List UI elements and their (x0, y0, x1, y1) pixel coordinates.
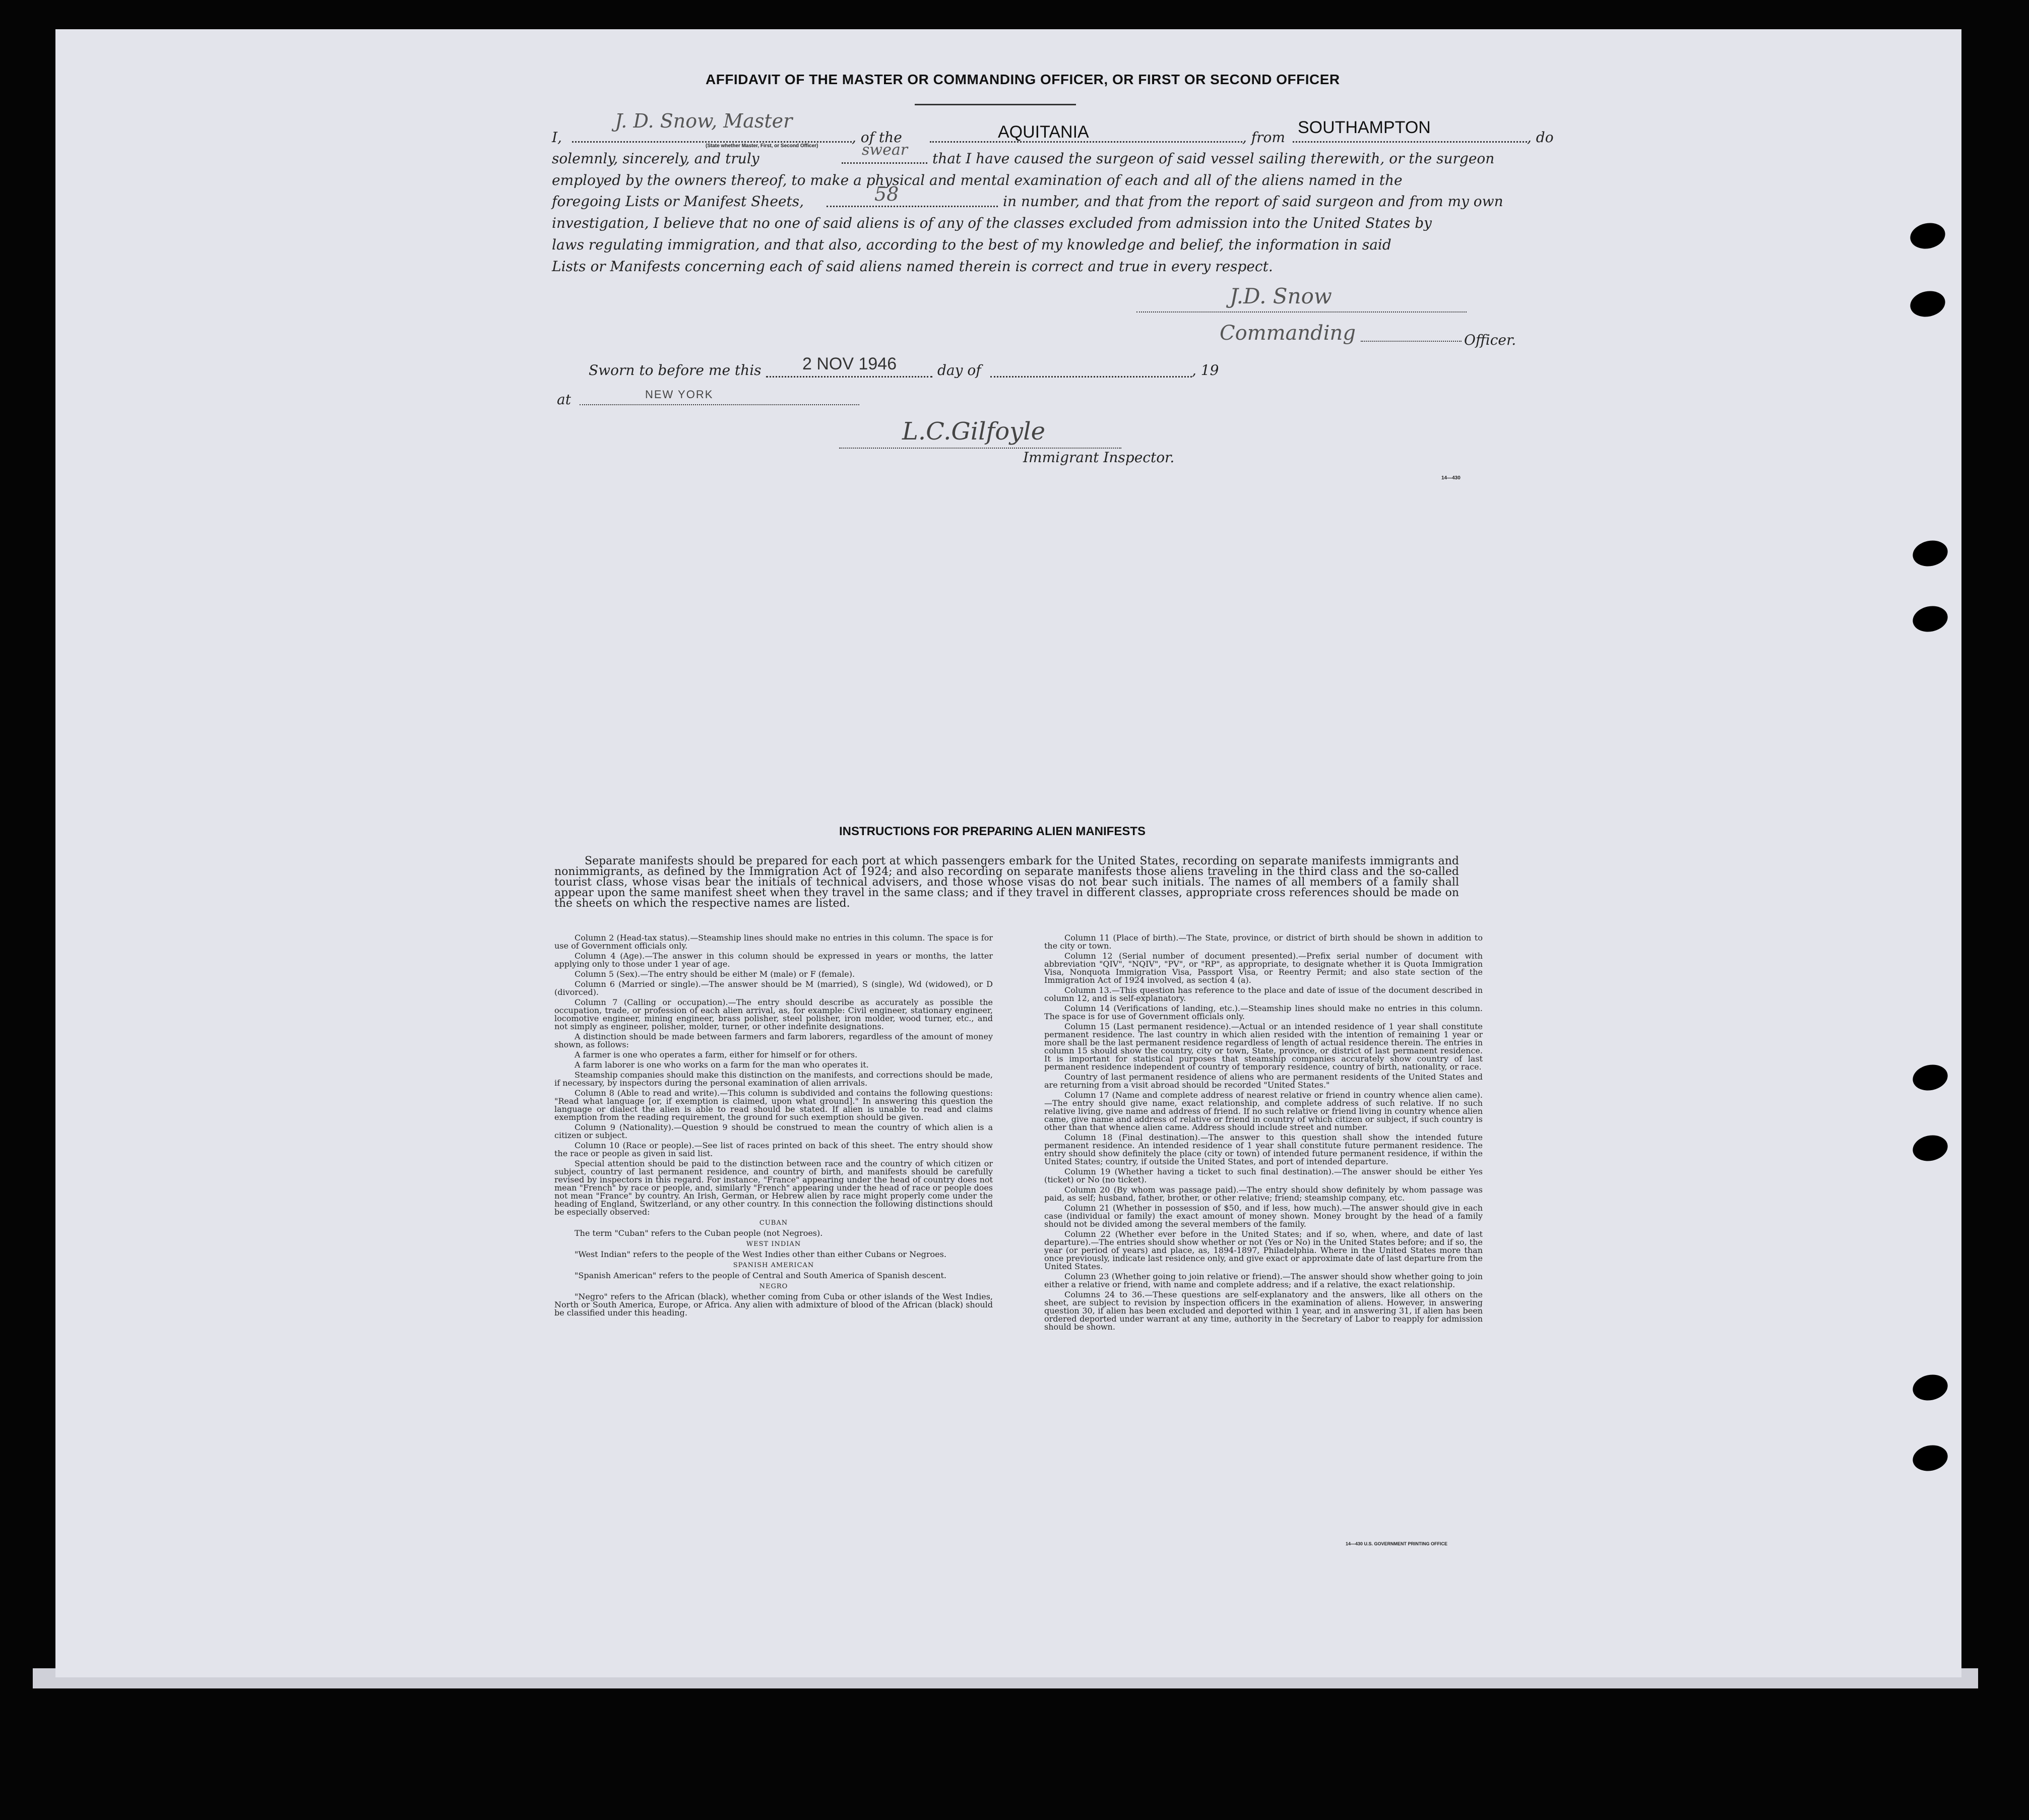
sworn-date-stamp: 2 NOV 1946 (802, 354, 897, 373)
right-para: Column 21 (Whether in possession of $50, and if less, how much).—The answer should give in each case (individual or family) the exact amount of money shown. Money brought by the head of a family should not be divided among the several members of the family. (1044, 1203, 1483, 1229)
right-para: Column 14 (Verifications of landing, etc.).—Steamship lines should make no entries in this column. The space is for use of Government officials only. (1044, 1003, 1483, 1021)
port-line (1293, 141, 1527, 143)
manifest-page (55, 29, 1961, 1677)
officer-label: Officer. (1464, 332, 1516, 348)
right-para: Country of last permanent residence of aliens who are permanent residents of the United States and are returning from a visit abroad should be recorded "United States." (1044, 1072, 1483, 1090)
left-para: Column 5 (Sex).—The entry should be either M (male) or F (female). (575, 969, 855, 979)
left-para: Column 8 (Able to read and write).—This column is subdivided and contains the following questions: "Read what language [or, if exemption is claimed, upon what ground]." In answering this question the language or dialect the alien is able to read should be stated. If alien is unable to read and claims exemption from the reading requirement, the ground for such exemption should be given. (554, 1088, 993, 1122)
left-para: A farm laborer is one who works on a farm for the man who operates it. (575, 1060, 869, 1070)
left-para: Steamship companies should make this distinction on the manifests, and corrections should be made, if necessary, by inspectors during the personal examination of alien arrivals. (554, 1070, 993, 1088)
affidavit-line3: employed by the owners thereof, to make a physical and mental examination of each and all of the aliens named in the (552, 172, 1403, 189)
left-para: "Spanish American" refers to the people of Central and South America of Spanish descent. (575, 1271, 946, 1280)
punch-hole (1911, 537, 1950, 569)
right-para: Column 22 (Whether ever before in the United States; and if so, when, where, and date of last departure).—The entries should show whether or not (Yes or No) in the United States before; and if so, the year (or period of years) and place, as, 1894-1897, Philadelphia. Where in the United States more than once previously, indicate last residence only, and give exact or approximate date of last departure from the United States. (1044, 1229, 1483, 1271)
left-para: Column 9 (Nationality).—Question 9 should be construed to mean the country of which alien is a citizen or subject. (554, 1122, 993, 1140)
punch-hole (1911, 1061, 1950, 1093)
sworn-date-line (766, 376, 932, 378)
affidavit-line2b: that I have caused the surgeon of said vessel sailing therewith, or the surgeon (932, 150, 1495, 167)
inspector-line (839, 448, 1121, 449)
punch-hole (1908, 288, 1948, 320)
left-para: The term "Cuban" refers to the Cuban people (not Negroes). (575, 1228, 823, 1238)
affidavit-line7: Lists or Manifests concerning each of said aliens named therein is correct and true in every respect. (552, 258, 1273, 275)
punch-hole (1911, 603, 1950, 635)
punch-hole (1911, 1371, 1950, 1403)
right-para: Column 13.—This question has reference to the place and date of issue of the document described in column 12, and is self-explanatory. (1044, 985, 1483, 1003)
right-para: Column 15 (Last permanent residence).—Actual or an intended residence of 1 year shall constitute permanent residence. The last country in which alien resided with the intention of remaining 1 year or more shall be the last permanent residence regardless of length of actual residence therein. The entries in column 15 should show the country, city or town, State, province, or district of last permanent residence. It is important for statistical purposes that steamship companies accurately show country of last permanent residence independent of country of temporary residence, country of birth, nationality, or race. (1044, 1022, 1483, 1072)
punch-hole (1911, 1442, 1950, 1474)
heading-spanish-american: SPANISH AMERICAN (733, 1262, 814, 1269)
printing-office-footer: 14—430 U.S. GOVERNMENT PRINTING OFFICE (1346, 1541, 1448, 1546)
departure-port: SOUTHAMPTON (1298, 118, 1431, 137)
place-stamp: NEW YORK (645, 388, 714, 401)
officer-name-line (572, 141, 852, 143)
inspector-signature: L.C.Gilfoyle (902, 417, 1045, 446)
left-para: Column 4 (Age).—The answer in this column should be expressed in years or months, the latter applying only to those under 1 year of age. (554, 951, 993, 969)
right-para: Column 19 (Whether having a ticket to such final destination).—The answer should be either Yes (ticket) or No (no ticket). (1044, 1167, 1483, 1184)
sheet-count-handwritten: 58 (874, 183, 899, 205)
right-para: Column 17 (Name and complete address of nearest relative or friend in country whence alien came).—The entry should give name, exact relationship, and complete address of such relative. If no such relative living, give name and address of friend. If no such relative or friend living in country whence alien came, give name and address of relative or friend in country of which citizen or subject, if such country is other than that whence alien came. Address should include street and number. (1044, 1090, 1483, 1132)
affidavit-from: , from (1242, 129, 1285, 146)
affidavit-line6: laws regulating immigration, and that also, according to the best of my knowledge and belief, the information in said (552, 236, 1391, 253)
master-signature: J.D. Snow (1230, 284, 1332, 308)
swear-line (842, 162, 927, 164)
heading-west-indian: WEST INDIAN (746, 1240, 801, 1248)
right-para: Column 12 (Serial number of document presented).—Prefix serial number of document with abbreviation "QIV", "NQIV", "PV", or "RP", as appropriate, to designate whether it is Quota Immigration Visa, Nonquota Immigration Visa, Passport Visa, or Reentry Permit; and also state section of the Immigration Act of 1924 involved, as section 4 (a). (1044, 951, 1483, 985)
left-para: Special attention should be paid to the distinction between race and the country of which citizen or subject, country of last permanent residence, and country of birth, and manifests should be carefully revised by inspectors in this regard. For instance, "France" appearing under the head of country does not mean "French" by race or people, and, similarly "French" appearing under the head of race or people does not mean "France" by country. An Irish, German, or Hebrew alien by race might properly come under the heading of England, Switzerland, or any other country. In this connection the following distinctions should be especially observed: (554, 1159, 993, 1217)
title-underline (915, 104, 1076, 105)
heading-negro: NEGRO (759, 1283, 788, 1290)
left-para: Column 7 (Calling or occupation).—The entry should describe as accurately as possible the occupation, trade, or profession of each alien arrival, as, for example: Civil engineer, stationary engineer, locomotive engineer, mining engineer, brass polisher, steel polisher, iron molder, wood turner, etc., and not simply as engineer, polisher, molder, turner, or other indefinite designations. (554, 997, 993, 1031)
affidavit-i: I, (552, 129, 562, 146)
left-para: Column 2 (Head-tax status).—Steamship lines should make no entries in this column. The space is for use of Government officials only. (554, 933, 993, 951)
officer-line (1361, 341, 1462, 342)
left-para: A farmer is one who operates a farm, either for himself or for others. (575, 1050, 858, 1059)
instructions-title: INSTRUCTIONS FOR PREPARING ALIEN MANIFESTS (839, 825, 1146, 838)
right-para: Columns 24 to 36.—These questions are self-explanatory and the answers, like all others on the sheet, are subject to revision by inspection officers in the examination of aliens. However, in answering question 30, if alien has been excluded and deported within 1 year, and in answering 31, if alien has been ordered deported under warrant at any time, authority in the Secretary of Labor to reapply for admission should be shown. (1044, 1290, 1483, 1332)
sworn-label: Sworn to before me this (589, 362, 762, 379)
right-para: Column 18 (Final destination).—The answer to this question shall show the intended future permanent residence. An intended residence of 1 year shall constitute future permanent residence. The entry should show definitely the place (city or town) of intended future permanent residence, if within the United States; country, if outside the United States, and port of intended departure. (1044, 1133, 1483, 1166)
vessel-name: AQUITANIA (998, 122, 1089, 142)
punch-hole (1908, 220, 1948, 252)
right-para: Column 20 (By whom was passage paid).—The entry should show definitely by whom passage was paid, as self; husband, father, brother, or other relative; friend; steamship company, etc. (1044, 1185, 1483, 1203)
left-para: Column 6 (Married or single).—The answer should be M (married), S (single), Wd (widowed), or D (divorced). (554, 979, 993, 997)
affidavit-line4b: in number, and that from the report of said surgeon and from my own (1003, 193, 1503, 210)
signature-rank-handwritten: Commanding (1220, 322, 1356, 345)
right-para: Column 23 (Whether going to join relative or friend).—The answer should show whether going to join either a relative or friend, with name and complete address; and if a relative, the exact relationship. (1044, 1272, 1483, 1289)
inspector-label: Immigrant Inspector. (1023, 449, 1175, 466)
form-number: 14—430 (1441, 475, 1461, 481)
month-line (990, 376, 1192, 378)
affidavit-of-the: , of the (852, 129, 902, 146)
signature-line (1136, 311, 1467, 312)
affidavit-line4a: foregoing Lists or Manifest Sheets, (552, 193, 804, 210)
affidavit-line2a: solemnly, sincerely, and truly (552, 150, 759, 167)
left-para: A distinction should be made between farmers and farm laborers, regardless of the amount of money shown, as follows: (554, 1032, 993, 1049)
left-para: Column 10 (Race or people).—See list of races printed on back of this sheet. The entry should show the race or people as given in said list. (554, 1141, 993, 1158)
right-para: Column 11 (Place of birth).—The State, province, or district of birth should be shown in addition to the city or town. (1044, 933, 1483, 951)
left-para: "Negro" refers to the African (black), whether coming from Cuba or other islands of the West Indies, North or South America, Europe, or Africa. Any alien with admixture of blood of the African (black) should be classified under this heading. (554, 1292, 993, 1317)
left-para: "West Indian" refers to the people of the West Indies other than either Cubans or Negroes. (575, 1249, 946, 1259)
instructions-left-column (554, 934, 993, 1319)
sheet-count-line (827, 206, 998, 207)
day-of-label: day of (937, 362, 981, 379)
swear-handwritten: swear (862, 141, 908, 159)
instructions-right-column (1044, 934, 1483, 1333)
affidavit-line5: investigation, I believe that no one of said aliens is of any of the classes excluded from admission into the United States by (552, 215, 1432, 231)
vessel-line (930, 141, 1242, 143)
place-line (580, 404, 859, 405)
affidavit-title: AFFIDAVIT OF THE MASTER OR COMMANDING OFFICER, OR FIRST OR SECOND OFFICER (706, 72, 1340, 87)
instructions-intro: Separate manifests should be prepared for each port at which passengers embark for the United States, recording on separate manifests immigrants and nonimmigrants, as defined by the Immigration Act of 1924; and also recording on separate manifests those aliens traveling in the third class and the so-called tourist class, whose visas bear the initials of technical advisers, and those whose visas do not bear such initials. The names of all members of a family shall appear upon the same manifest sheet when they travel in the same class; and if they travel in different classes, appropriate cross references should be made on the sheets on which the respective names are listed. (554, 855, 1459, 910)
rank-note: (State whether Master, First, or Second Officer) (706, 143, 818, 149)
officer-name-handwritten: J. D. Snow, Master (615, 110, 793, 132)
at-label: at (557, 391, 571, 408)
year-prefix: , 19 (1192, 362, 1219, 379)
heading-cuban: CUBAN (759, 1219, 788, 1227)
affidavit-do: , do (1527, 129, 1554, 146)
punch-hole (1911, 1132, 1950, 1164)
